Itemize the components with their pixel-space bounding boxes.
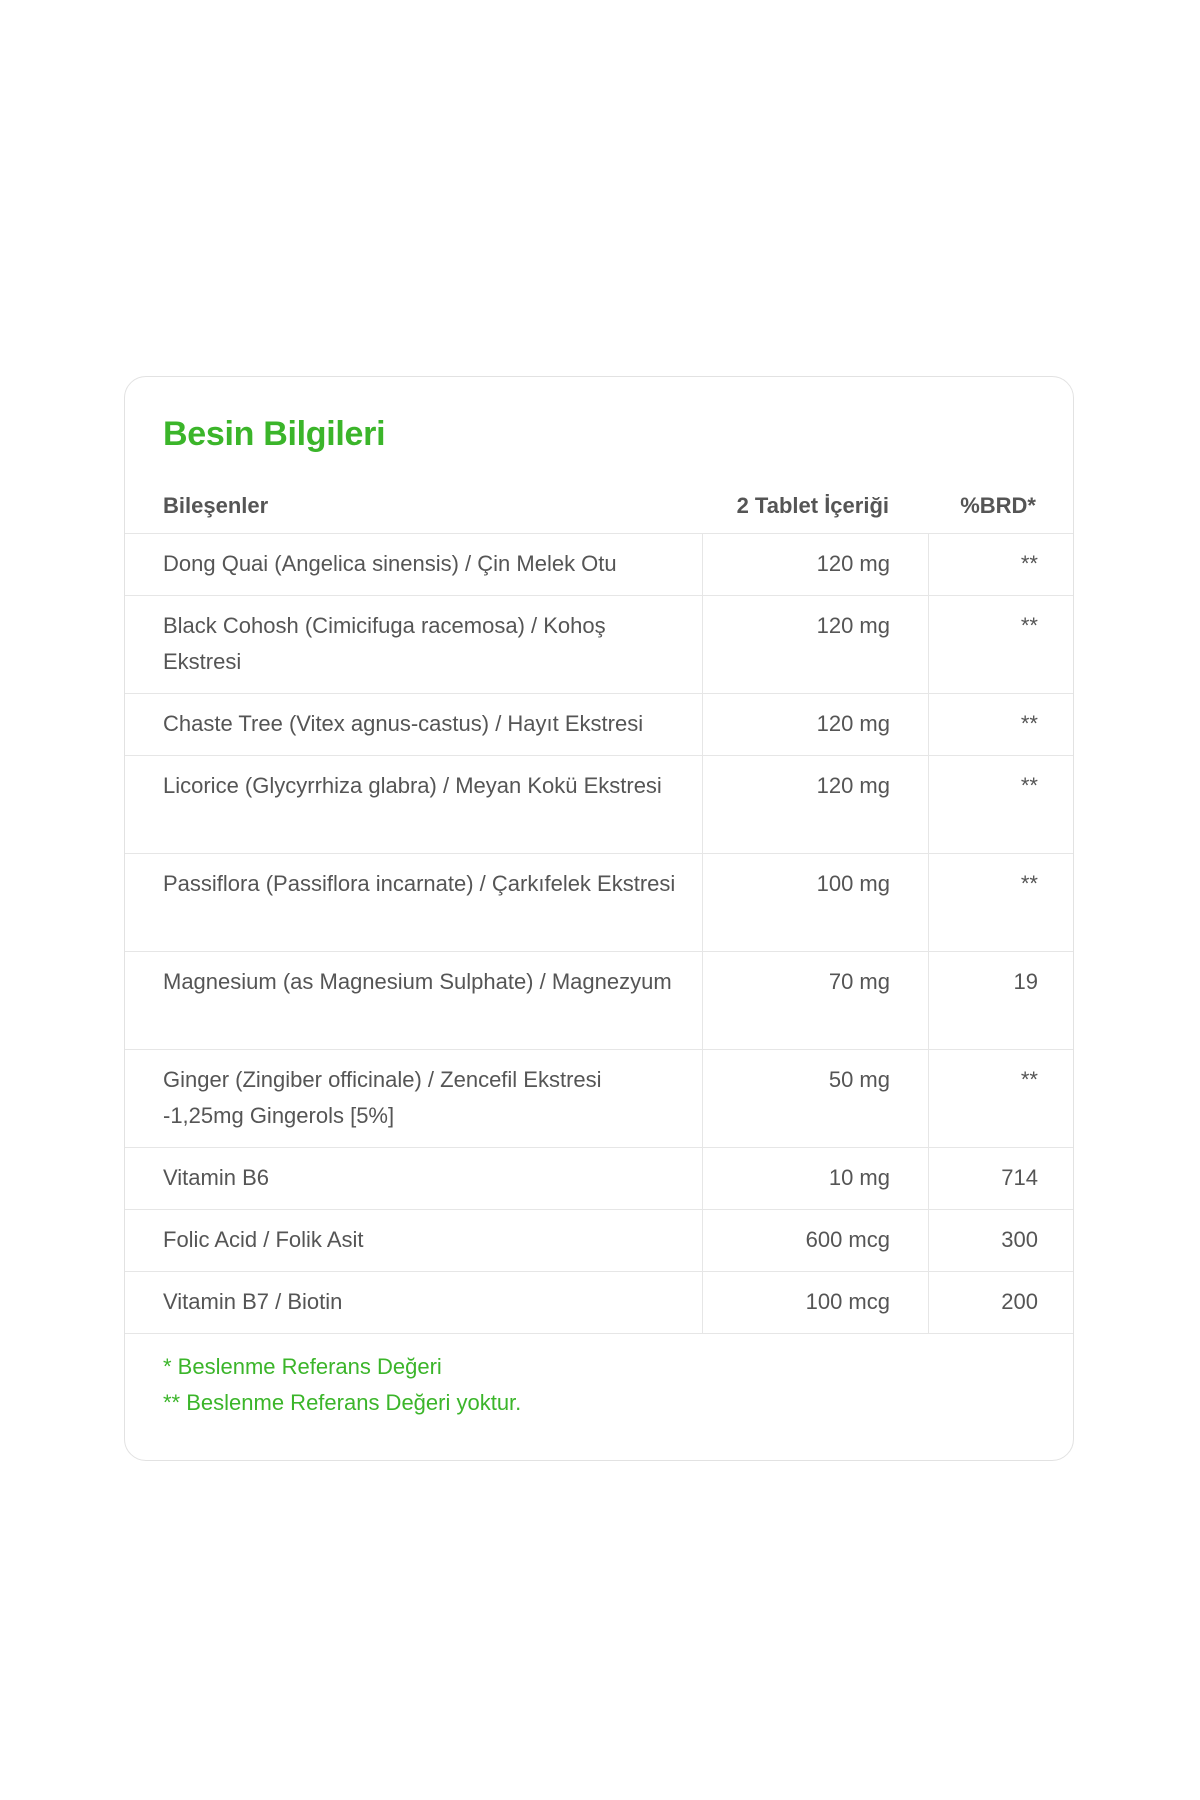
rdv-cell: 19 bbox=[1013, 969, 1038, 994]
amount-cell: 120 mg bbox=[703, 534, 929, 595]
amount-cell: 100 mcg bbox=[703, 1272, 929, 1333]
amount-cell: 10 mg bbox=[703, 1148, 929, 1209]
ingredient-cell: Vitamin B6 bbox=[125, 1148, 703, 1209]
ingredient-cell: Passiflora (Passiflora incarnate) / Çarkıfelek Ekstresi bbox=[125, 854, 703, 951]
rdv-cell: ** bbox=[1020, 551, 1038, 576]
table-row bbox=[125, 694, 1073, 756]
table-row bbox=[125, 1272, 1073, 1334]
table-row bbox=[125, 854, 1073, 952]
column-header-ingredients: Bileşenler bbox=[163, 493, 269, 518]
table-row bbox=[125, 952, 1073, 1050]
table-row bbox=[125, 534, 1073, 596]
amount-cell: 120 mg bbox=[703, 756, 929, 853]
table-header bbox=[125, 481, 1073, 535]
amount-cell: 600 mcg bbox=[703, 1210, 929, 1271]
rdv-cell: 200 bbox=[1001, 1289, 1038, 1314]
rdv-cell: ** bbox=[1020, 871, 1038, 896]
rdv-cell: ** bbox=[1020, 1067, 1038, 1092]
rdv-cell: ** bbox=[1020, 711, 1038, 736]
column-header-rdv: %BRD* bbox=[960, 493, 1036, 518]
ingredient-cell: Dong Quai (Angelica sinensis) / Çin Melek Otu bbox=[125, 534, 703, 595]
table-row bbox=[125, 596, 1073, 694]
rdv-cell: ** bbox=[1020, 613, 1038, 638]
table-row bbox=[125, 1148, 1073, 1210]
rdv-cell: ** bbox=[1020, 773, 1038, 798]
rdv-cell: 300 bbox=[1001, 1227, 1038, 1252]
card-title: Besin Bilgileri bbox=[163, 415, 386, 453]
ingredient-cell: Ginger (Zingiber officinale) / Zencefil Ekstresi -1,25mg Gingerols [5%] bbox=[125, 1050, 703, 1147]
nutrition-table bbox=[125, 533, 1073, 1334]
footnote-rdv: * Beslenme Referans Değeri bbox=[163, 1354, 442, 1379]
ingredient-cell: Vitamin B7 / Biotin bbox=[125, 1272, 703, 1333]
amount-cell: 50 mg bbox=[703, 1050, 929, 1147]
amount-cell: 120 mg bbox=[703, 694, 929, 755]
column-header-amount: 2 Tablet İçeriği bbox=[736, 493, 889, 518]
ingredient-cell: Magnesium (as Magnesium Sulphate) / Magnezyum bbox=[125, 952, 703, 1049]
amount-cell: 100 mg bbox=[703, 854, 929, 951]
table-row bbox=[125, 1050, 1073, 1148]
amount-cell: 120 mg bbox=[703, 596, 929, 693]
ingredient-cell: Licorice (Glycyrrhiza glabra) / Meyan Kokü Ekstresi bbox=[125, 756, 703, 853]
nutrition-facts-card bbox=[124, 376, 1074, 1461]
ingredient-cell: Black Cohosh (Cimicifuga racemosa) / Kohoş Ekstresi bbox=[125, 596, 703, 693]
table-row bbox=[125, 1210, 1073, 1272]
footnotes bbox=[163, 1349, 521, 1421]
footnote-no-rdv: ** Beslenme Referans Değeri yoktur. bbox=[163, 1390, 522, 1415]
rdv-cell: 714 bbox=[1001, 1165, 1038, 1190]
ingredient-cell: Folic Acid / Folik Asit bbox=[125, 1210, 703, 1271]
table-row bbox=[125, 756, 1073, 854]
amount-cell: 70 mg bbox=[703, 952, 929, 1049]
ingredient-cell: Chaste Tree (Vitex agnus-castus) / Hayıt Ekstresi bbox=[125, 694, 703, 755]
